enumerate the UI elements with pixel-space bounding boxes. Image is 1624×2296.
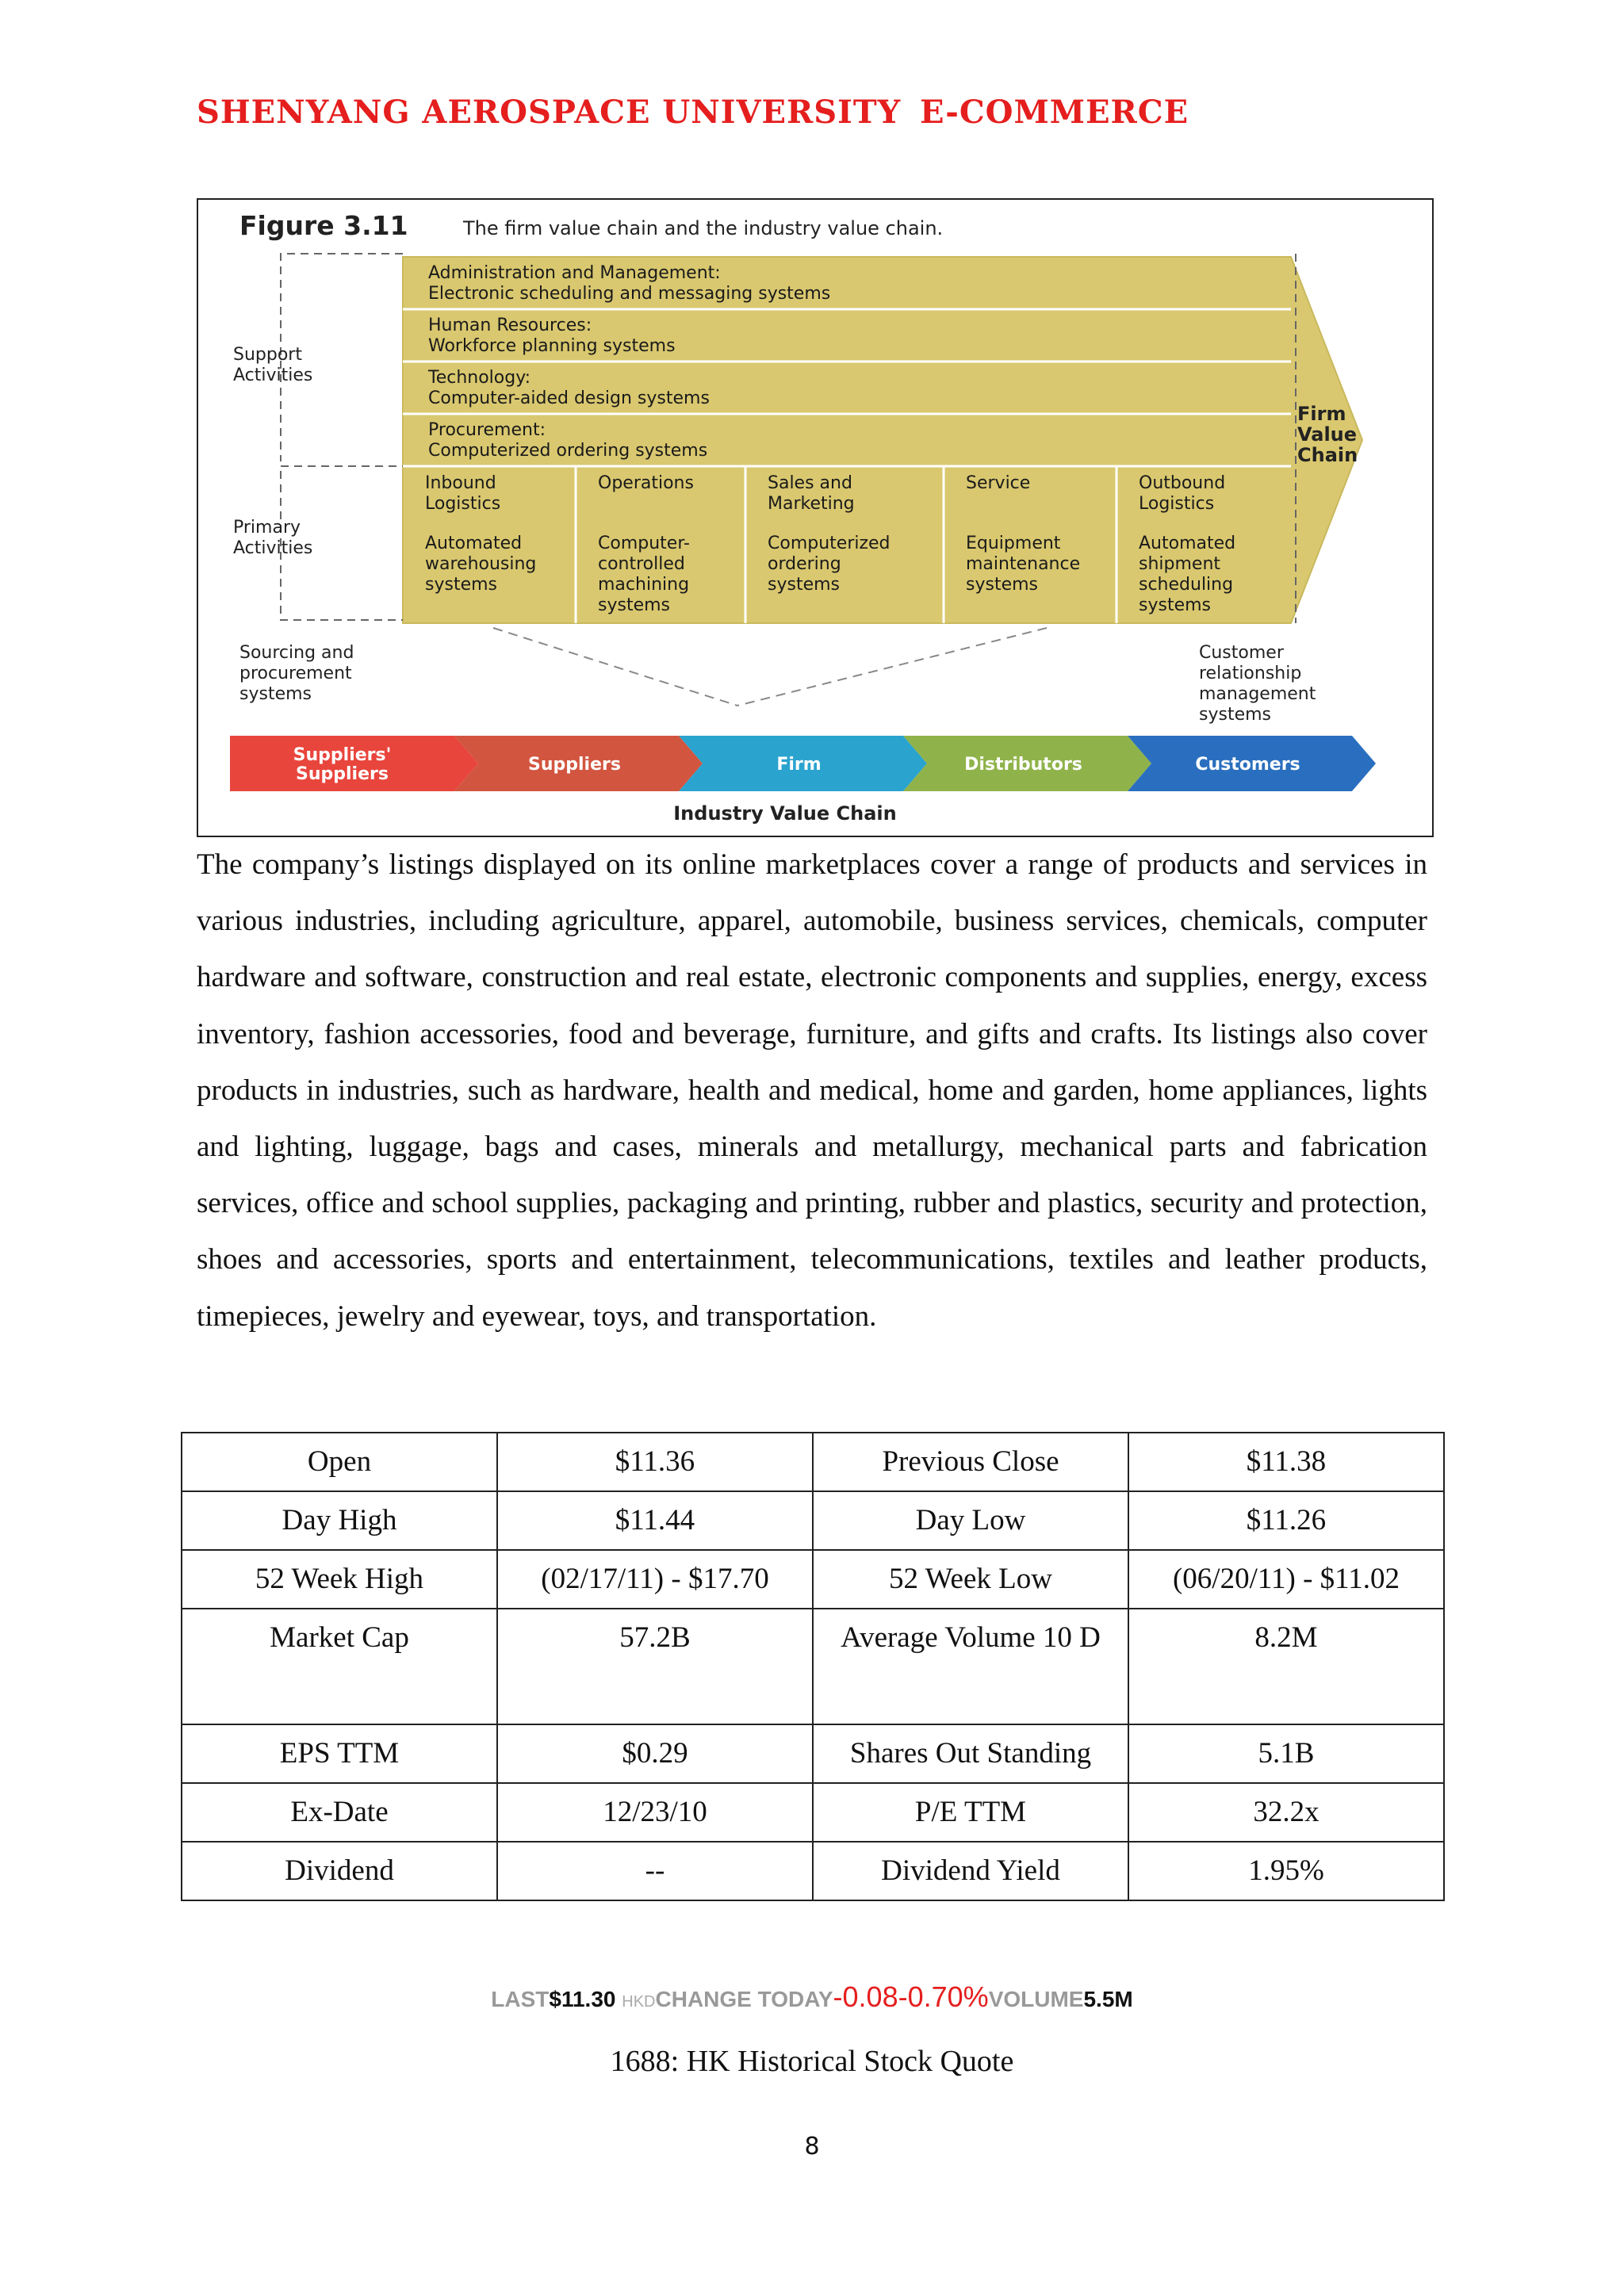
industry-chain-label: Customers (1195, 755, 1300, 775)
quote-label-cell: Shares Out Standing (813, 1724, 1128, 1783)
quote-row (182, 1433, 1444, 1491)
quote-value-cell: -- (497, 1842, 813, 1900)
industry-chain-label: Suppliers' (293, 745, 392, 765)
primary-activity-name: Service (966, 473, 1031, 493)
primary-activity-name: Marketing (768, 494, 855, 514)
sourcing-label: procurement (239, 664, 352, 683)
figure-label: Figure 3.11 (239, 210, 408, 241)
header-course: E-COMMERCE (920, 94, 1189, 131)
quote-value-cell: 5.1B (1128, 1724, 1444, 1783)
quote-value-cell: 1.95% (1128, 1842, 1444, 1900)
industry-chain-label: Suppliers (528, 755, 621, 775)
ticker-last-label: LAST (491, 1987, 550, 2011)
primary-activity-system: warehousing (425, 554, 537, 574)
body-paragraph: The company’s listings displayed on its online marketplaces cover a range of products and services in various industries, including agriculture, apparel, automobile, business services, chemicals, computer hardware and software, construction and real estate, electronic components and supplies, energy, excess inventory, fashion accessories, food and beverage, furniture, and gifts and crafts. Its listings also cover products in industries, such as hardware, health and medical, home and garden, home appliances, lights and lighting, luggage, bags and cases, minerals and metallurgy, mechanical parts and fabrication services, office and school supplies, packaging and printing, rubber and plastics, security and protection, shoes and accessories, sports and entertainment, telecommunications, textiles and leather products, timepieces, jewelry and eyewear, toys, and transportation. (197, 848, 1427, 1333)
support-activities-label: Support (233, 345, 302, 365)
quote-label-cell: 52 Week Low (813, 1550, 1128, 1609)
primary-activity-name: Outbound (1139, 473, 1226, 493)
primary-activity-name: Logistics (425, 494, 501, 514)
quote-row (182, 1609, 1444, 1724)
primary-activity-system: Automated (1139, 534, 1236, 553)
quote-value-cell: (02/17/11) - $17.70 (497, 1550, 813, 1609)
ticker-change-pct: -0.70% (898, 1980, 989, 2013)
quote-value-cell: $0.29 (497, 1724, 813, 1783)
quote-row (182, 1724, 1444, 1783)
quote-row (182, 1550, 1444, 1609)
figure-title: The firm value chain and the industry value chain. (463, 217, 944, 239)
quote-row (182, 1842, 1444, 1900)
quote-value-cell: 57.2B (497, 1609, 813, 1724)
primary-activity-system: systems (768, 575, 840, 595)
quote-label-cell: Day High (182, 1491, 497, 1550)
primary-activity-system: systems (1139, 595, 1211, 615)
support-activity-name: Procurement: (428, 420, 546, 440)
crm-label: management (1199, 684, 1316, 704)
primary-activity-system: Computer- (598, 534, 690, 553)
support-activity-system: Computer-aided design systems (428, 388, 710, 408)
ticker-currency: HKD (622, 1993, 656, 2011)
quote-label-cell: Average Volume 10 D (813, 1609, 1128, 1724)
primary-activity-name: Logistics (1139, 494, 1215, 514)
quote-row (182, 1491, 1444, 1550)
quote-label-cell: Ex-Date (182, 1783, 497, 1842)
primary-activity-system: ordering (768, 554, 841, 574)
quote-value-cell: 8.2M (1128, 1609, 1444, 1724)
sourcing-label: systems (239, 684, 312, 704)
primary-activity-system: systems (598, 595, 670, 615)
primary-activities-label: Activities (233, 538, 313, 558)
quote-value-cell: 32.2x (1128, 1783, 1444, 1842)
support-activity-system: Workforce planning systems (428, 336, 676, 356)
quote-value-cell: $11.36 (497, 1433, 813, 1491)
page-number: 8 (804, 2133, 820, 2160)
header-university: SHENYANG AEROSPACE UNIVERSITY (197, 94, 902, 131)
crm-label: Customer (1199, 643, 1284, 663)
quote-value-cell: (06/20/11) - $11.02 (1128, 1550, 1444, 1609)
industry-chain-label: Suppliers (296, 764, 389, 784)
quote-label-cell: Previous Close (813, 1433, 1128, 1491)
primary-activity-system: machining (598, 575, 690, 595)
industry-value-chain-label: Industry Value Chain (673, 802, 897, 825)
primary-activity-name: Sales and (768, 473, 852, 493)
firm-value-chain-label: Chain (1297, 444, 1358, 466)
quote-label-cell: Dividend (182, 1842, 497, 1900)
page-header (197, 94, 1434, 141)
primary-activity-system: scheduling (1139, 575, 1234, 595)
support-activity-system: Electronic scheduling and messaging systems (428, 284, 831, 304)
support-activity-system: Computerized ordering systems (428, 441, 708, 461)
quote-value-cell: $11.26 (1128, 1491, 1444, 1550)
quote-label-cell: Day Low (813, 1491, 1128, 1550)
primary-activity-system: Computerized (768, 534, 891, 553)
crm-label: relationship (1199, 664, 1302, 683)
support-activity-name: Administration and Management: (428, 263, 721, 283)
primary-activities-label: Primary (233, 518, 301, 538)
quote-label-cell: Market Cap (182, 1609, 497, 1724)
firm-value-chain-label: Firm (1297, 403, 1346, 425)
support-activity-name: Human Resources: (428, 316, 592, 335)
crm-label: systems (1199, 705, 1271, 725)
quote-value-cell: 12/23/10 (497, 1783, 813, 1842)
primary-activity-system: shipment (1139, 554, 1221, 574)
support-activities-label: Activities (233, 365, 313, 385)
industry-chain-label: Firm (776, 755, 822, 775)
quote-label-cell: EPS TTM (182, 1724, 497, 1783)
firm-value-chain-label: Value (1297, 423, 1358, 446)
stock-quote-table (181, 1432, 1445, 1901)
ticker-last-value: $11.30 (549, 1987, 616, 2011)
quote-row (182, 1783, 1444, 1842)
primary-activity-system: controlled (598, 554, 685, 574)
support-activity-name: Technology: (428, 368, 531, 388)
figure-caption: 1688: HK Historical Stock Quote (610, 2045, 1014, 2078)
quote-label-cell: Dividend Yield (813, 1842, 1128, 1900)
quote-value-cell: $11.44 (497, 1491, 813, 1550)
sourcing-label: Sourcing and (239, 643, 354, 663)
quote-label-cell: 52 Week High (182, 1550, 497, 1609)
quote-label-cell: Open (182, 1433, 497, 1491)
primary-activity-name: Operations (598, 473, 694, 493)
primary-activity-name: Inbound (425, 473, 496, 493)
value-chain-figure (197, 198, 1434, 837)
funnel-lines (493, 628, 1047, 706)
primary-activity-system: systems (966, 575, 1038, 595)
ticker-volume-label: VOLUME (988, 1987, 1084, 2011)
quote-value-cell: $11.38 (1128, 1433, 1444, 1491)
ticker-volume-value: 5.5M (1083, 1987, 1133, 2011)
primary-activity-system: maintenance (966, 554, 1081, 574)
quote-label-cell: P/E TTM (813, 1783, 1128, 1842)
ticker-line (0, 1980, 1624, 2014)
value-chain-diagram (198, 200, 1432, 836)
primary-activity-system: Automated (425, 534, 523, 553)
ticker-change-value: -0.08 (833, 1980, 898, 2013)
ticker-change-label: CHANGE TODAY (655, 1987, 833, 2011)
primary-activity-system: Equipment (966, 534, 1061, 553)
industry-chain-label: Distributors (964, 755, 1082, 775)
primary-activity-system: systems (425, 575, 497, 595)
